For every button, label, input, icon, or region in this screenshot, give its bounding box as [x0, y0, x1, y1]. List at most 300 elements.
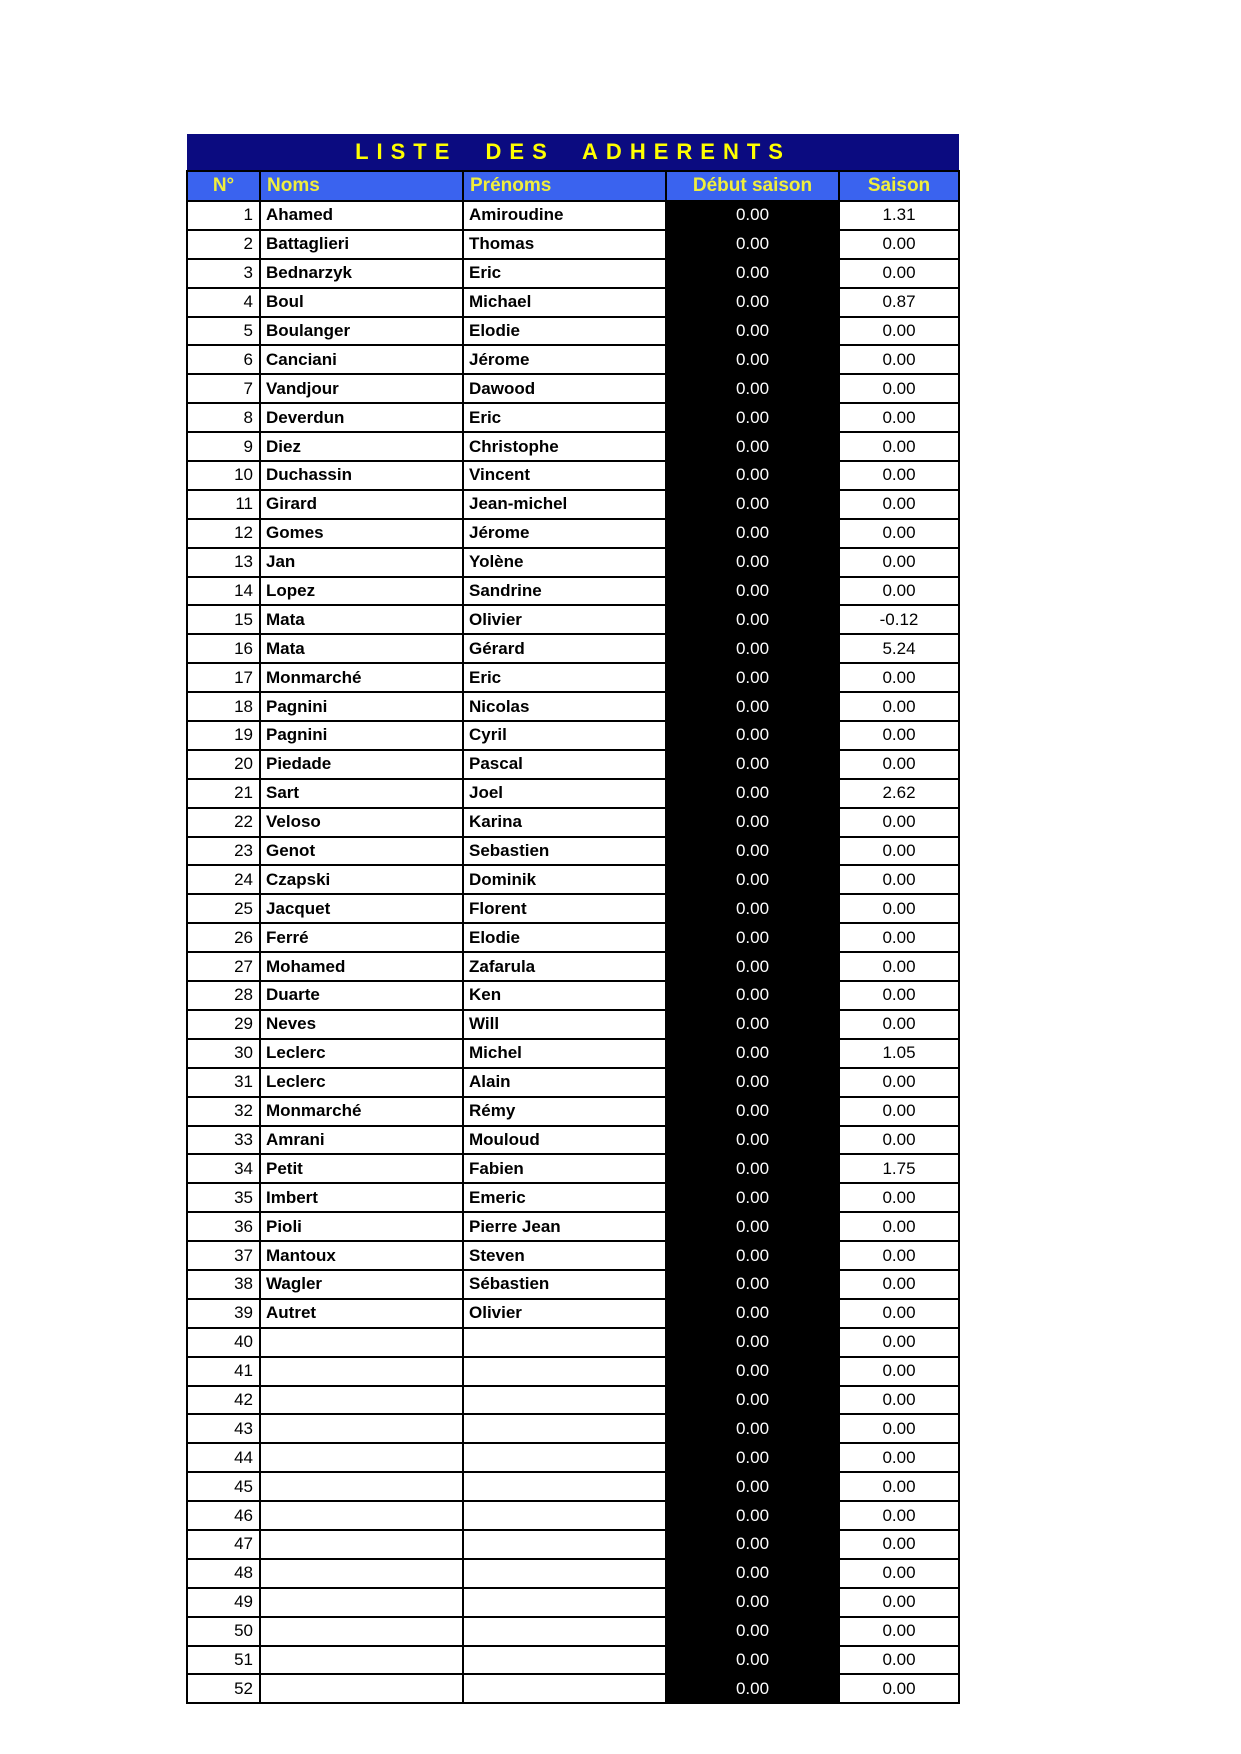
cell-num: 11: [187, 490, 260, 519]
table-row: [187, 837, 959, 866]
cell-saison: 0.00: [839, 345, 959, 374]
table-row: [187, 1068, 959, 1097]
cell-num: 20: [187, 750, 260, 779]
table-row: [187, 548, 959, 577]
cell-debut-saison: 0.00: [666, 865, 839, 894]
cell-nom: Autret: [260, 1299, 463, 1328]
cell-nom: Sart: [260, 779, 463, 808]
cell-prenom: Karina: [463, 808, 666, 837]
cell-prenom: Jérome: [463, 519, 666, 548]
table-row: [187, 259, 959, 288]
cell-saison: 0.00: [839, 894, 959, 923]
cell-prenom: Dominik: [463, 865, 666, 894]
cell-debut-saison: 0.00: [666, 1270, 839, 1299]
cell-debut-saison: 0.00: [666, 1443, 839, 1472]
cell-saison: 0.00: [839, 692, 959, 721]
cell-nom: Jan: [260, 548, 463, 577]
table-row: [187, 1472, 959, 1501]
cell-debut-saison: 0.00: [666, 461, 839, 490]
cell-num: 12: [187, 519, 260, 548]
cell-num: 38: [187, 1270, 260, 1299]
table-row: [187, 808, 959, 837]
cell-num: 41: [187, 1357, 260, 1386]
cell-debut-saison: 0.00: [666, 259, 839, 288]
cell-saison: 0.00: [839, 1328, 959, 1357]
cell-nom: Amrani: [260, 1126, 463, 1155]
cell-prenom: Fabien: [463, 1154, 666, 1183]
cell-nom: [260, 1443, 463, 1472]
cell-num: 40: [187, 1328, 260, 1357]
cell-prenom: Olivier: [463, 1299, 666, 1328]
cell-prenom: Mouloud: [463, 1126, 666, 1155]
cell-prenom: [463, 1674, 666, 1703]
table-row: [187, 1299, 959, 1328]
cell-num: 50: [187, 1617, 260, 1646]
cell-num: 37: [187, 1241, 260, 1270]
cell-num: 24: [187, 865, 260, 894]
table-row: [187, 1270, 959, 1299]
cell-debut-saison: 0.00: [666, 1097, 839, 1126]
table-header-row: [187, 171, 959, 201]
table-row: [187, 345, 959, 374]
cell-num: 27: [187, 952, 260, 981]
table-row: [187, 1328, 959, 1357]
cell-nom: Duchassin: [260, 461, 463, 490]
cell-debut-saison: 0.00: [666, 1617, 839, 1646]
cell-debut-saison: 0.00: [666, 519, 839, 548]
table-row: [187, 374, 959, 403]
cell-prenom: [463, 1328, 666, 1357]
cell-num: 26: [187, 923, 260, 952]
cell-saison: 0.00: [839, 837, 959, 866]
cell-num: 3: [187, 259, 260, 288]
cell-nom: [260, 1357, 463, 1386]
cell-num: 36: [187, 1212, 260, 1241]
cell-debut-saison: 0.00: [666, 403, 839, 432]
cell-saison: 0.00: [839, 1386, 959, 1415]
cell-prenom: Michael: [463, 288, 666, 317]
cell-debut-saison: 0.00: [666, 1386, 839, 1415]
cell-prenom: Michel: [463, 1039, 666, 1068]
cell-debut-saison: 0.00: [666, 1039, 839, 1068]
cell-debut-saison: 0.00: [666, 577, 839, 606]
cell-debut-saison: 0.00: [666, 1241, 839, 1270]
cell-debut-saison: 0.00: [666, 490, 839, 519]
cell-num: 9: [187, 432, 260, 461]
cell-num: 17: [187, 663, 260, 692]
cell-saison: 0.00: [839, 317, 959, 346]
table-row: [187, 1559, 959, 1588]
cell-saison: 0.00: [839, 1588, 959, 1617]
cell-debut-saison: 0.00: [666, 1414, 839, 1443]
cell-num: 28: [187, 981, 260, 1010]
cell-prenom: Florent: [463, 894, 666, 923]
cell-saison: 0.00: [839, 981, 959, 1010]
cell-nom: Lopez: [260, 577, 463, 606]
cell-prenom: [463, 1414, 666, 1443]
cell-debut-saison: 0.00: [666, 374, 839, 403]
cell-nom: Leclerc: [260, 1039, 463, 1068]
table-row: [187, 1241, 959, 1270]
cell-saison: 0.00: [839, 432, 959, 461]
cell-prenom: Yolène: [463, 548, 666, 577]
cell-debut-saison: 0.00: [666, 1357, 839, 1386]
table-row: [187, 1501, 959, 1530]
table-row: [187, 1443, 959, 1472]
cell-saison: 0.00: [839, 1212, 959, 1241]
table-row: [187, 663, 959, 692]
table-row: [187, 461, 959, 490]
cell-debut-saison: 0.00: [666, 721, 839, 750]
cell-saison: 0.00: [839, 663, 959, 692]
cell-saison: 0.00: [839, 1241, 959, 1270]
cell-num: 8: [187, 403, 260, 432]
cell-nom: [260, 1414, 463, 1443]
cell-nom: Battaglieri: [260, 230, 463, 259]
table-row: [187, 1212, 959, 1241]
cell-num: 10: [187, 461, 260, 490]
cell-nom: Deverdun: [260, 403, 463, 432]
table-row: [187, 432, 959, 461]
cell-saison: 0.00: [839, 1646, 959, 1675]
cell-num: 14: [187, 577, 260, 606]
cell-num: 2: [187, 230, 260, 259]
cell-saison: 0.00: [839, 1617, 959, 1646]
cell-prenom: [463, 1588, 666, 1617]
cell-prenom: [463, 1501, 666, 1530]
cell-debut-saison: 0.00: [666, 1328, 839, 1357]
cell-debut-saison: 0.00: [666, 1472, 839, 1501]
cell-prenom: Elodie: [463, 317, 666, 346]
cell-saison: 0.00: [839, 952, 959, 981]
cell-prenom: [463, 1559, 666, 1588]
cell-nom: Monmarché: [260, 663, 463, 692]
cell-saison: 0.87: [839, 288, 959, 317]
cell-nom: [260, 1472, 463, 1501]
table-row: [187, 721, 959, 750]
cell-debut-saison: 0.00: [666, 1212, 839, 1241]
cell-nom: Canciani: [260, 345, 463, 374]
cell-num: 7: [187, 374, 260, 403]
cell-num: 5: [187, 317, 260, 346]
cell-prenom: [463, 1357, 666, 1386]
cell-saison: 0.00: [839, 1501, 959, 1530]
cell-num: 52: [187, 1674, 260, 1703]
cell-prenom: Will: [463, 1010, 666, 1039]
cell-nom: [260, 1559, 463, 1588]
cell-nom: Wagler: [260, 1270, 463, 1299]
cell-debut-saison: 0.00: [666, 230, 839, 259]
table-row: [187, 894, 959, 923]
cell-nom: Pagnini: [260, 721, 463, 750]
cell-saison: 0.00: [839, 1097, 959, 1126]
page-title: LISTE DES ADHERENTS: [187, 134, 959, 171]
table-row: [187, 403, 959, 432]
cell-debut-saison: 0.00: [666, 605, 839, 634]
cell-prenom: Nicolas: [463, 692, 666, 721]
table-row: [187, 1386, 959, 1415]
cell-prenom: Dawood: [463, 374, 666, 403]
table-row: [187, 865, 959, 894]
col-header-num: N°: [187, 171, 260, 201]
cell-prenom: Steven: [463, 1241, 666, 1270]
cell-nom: [260, 1386, 463, 1415]
table-row: [187, 1530, 959, 1559]
table-row: [187, 605, 959, 634]
cell-saison: 0.00: [839, 1414, 959, 1443]
cell-nom: Ferré: [260, 923, 463, 952]
cell-nom: Petit: [260, 1154, 463, 1183]
cell-num: 51: [187, 1646, 260, 1675]
table-row: [187, 1039, 959, 1068]
cell-nom: [260, 1646, 463, 1675]
cell-prenom: Joel: [463, 779, 666, 808]
cell-nom: [260, 1588, 463, 1617]
cell-prenom: Ken: [463, 981, 666, 1010]
cell-num: 6: [187, 345, 260, 374]
table-row: [187, 1414, 959, 1443]
cell-saison: 0.00: [839, 1183, 959, 1212]
cell-debut-saison: 0.00: [666, 808, 839, 837]
table-row: [187, 230, 959, 259]
cell-debut-saison: 0.00: [666, 1154, 839, 1183]
col-header-saison: Saison: [839, 171, 959, 201]
cell-debut-saison: 0.00: [666, 1588, 839, 1617]
table-row: [187, 490, 959, 519]
cell-saison: 5.24: [839, 634, 959, 663]
cell-saison: 0.00: [839, 1559, 959, 1588]
cell-num: 31: [187, 1068, 260, 1097]
cell-num: 32: [187, 1097, 260, 1126]
cell-debut-saison: 0.00: [666, 1126, 839, 1155]
cell-debut-saison: 0.00: [666, 288, 839, 317]
cell-num: 21: [187, 779, 260, 808]
table-row: [187, 750, 959, 779]
cell-nom: Veloso: [260, 808, 463, 837]
table-row: [187, 1183, 959, 1212]
cell-saison: 0.00: [839, 1530, 959, 1559]
cell-nom: Diez: [260, 432, 463, 461]
cell-num: 19: [187, 721, 260, 750]
cell-debut-saison: 0.00: [666, 1559, 839, 1588]
cell-debut-saison: 0.00: [666, 779, 839, 808]
cell-nom: Piedade: [260, 750, 463, 779]
cell-saison: 0.00: [839, 1126, 959, 1155]
cell-saison: 0.00: [839, 548, 959, 577]
cell-prenom: Jean-michel: [463, 490, 666, 519]
cell-prenom: Sebastien: [463, 837, 666, 866]
cell-nom: Gomes: [260, 519, 463, 548]
cell-num: 42: [187, 1386, 260, 1415]
cell-prenom: Elodie: [463, 923, 666, 952]
cell-nom: Ahamed: [260, 201, 463, 230]
cell-debut-saison: 0.00: [666, 1530, 839, 1559]
cell-num: 49: [187, 1588, 260, 1617]
cell-prenom: Amiroudine: [463, 201, 666, 230]
cell-num: 25: [187, 894, 260, 923]
cell-num: 33: [187, 1126, 260, 1155]
cell-saison: 0.00: [839, 230, 959, 259]
cell-prenom: Rémy: [463, 1097, 666, 1126]
table-row: [187, 1588, 959, 1617]
cell-debut-saison: 0.00: [666, 634, 839, 663]
cell-prenom: [463, 1646, 666, 1675]
cell-prenom: [463, 1472, 666, 1501]
cell-nom: Mantoux: [260, 1241, 463, 1270]
cell-nom: Monmarché: [260, 1097, 463, 1126]
col-header-prenoms: Prénoms: [463, 171, 666, 201]
table-row: [187, 1126, 959, 1155]
cell-debut-saison: 0.00: [666, 317, 839, 346]
table-row: [187, 1674, 959, 1703]
cell-prenom: Alain: [463, 1068, 666, 1097]
table-row: [187, 317, 959, 346]
cell-nom: [260, 1501, 463, 1530]
cell-debut-saison: 0.00: [666, 923, 839, 952]
cell-debut-saison: 0.00: [666, 1183, 839, 1212]
cell-saison: 0.00: [839, 490, 959, 519]
cell-nom: Mata: [260, 634, 463, 663]
cell-num: 15: [187, 605, 260, 634]
cell-saison: 0.00: [839, 750, 959, 779]
cell-saison: 0.00: [839, 1472, 959, 1501]
table-row: [187, 519, 959, 548]
cell-saison: 0.00: [839, 374, 959, 403]
adherents-table: [186, 134, 960, 1704]
cell-saison: 2.62: [839, 779, 959, 808]
cell-nom: Mata: [260, 605, 463, 634]
table-row: [187, 1617, 959, 1646]
cell-prenom: [463, 1617, 666, 1646]
cell-num: 23: [187, 837, 260, 866]
cell-nom: Leclerc: [260, 1068, 463, 1097]
cell-num: 48: [187, 1559, 260, 1588]
cell-num: 30: [187, 1039, 260, 1068]
cell-prenom: [463, 1530, 666, 1559]
cell-nom: [260, 1674, 463, 1703]
cell-saison: 0.00: [839, 1443, 959, 1472]
cell-saison: 0.00: [839, 923, 959, 952]
table-row: [187, 692, 959, 721]
cell-num: 22: [187, 808, 260, 837]
cell-saison: 0.00: [839, 1357, 959, 1386]
cell-debut-saison: 0.00: [666, 1501, 839, 1530]
cell-nom: Imbert: [260, 1183, 463, 1212]
cell-saison: 0.00: [839, 259, 959, 288]
cell-prenom: Thomas: [463, 230, 666, 259]
cell-saison: 0.00: [839, 1299, 959, 1328]
cell-saison: 0.00: [839, 808, 959, 837]
cell-nom: [260, 1617, 463, 1646]
cell-saison: 0.00: [839, 865, 959, 894]
table-row: [187, 634, 959, 663]
table-row: [187, 1646, 959, 1675]
cell-nom: [260, 1328, 463, 1357]
cell-nom: Jacquet: [260, 894, 463, 923]
cell-prenom: Eric: [463, 259, 666, 288]
table-row: [187, 1097, 959, 1126]
cell-debut-saison: 0.00: [666, 1010, 839, 1039]
cell-num: 46: [187, 1501, 260, 1530]
cell-prenom: Sébastien: [463, 1270, 666, 1299]
cell-saison: 0.00: [839, 577, 959, 606]
cell-saison: 0.00: [839, 1010, 959, 1039]
cell-debut-saison: 0.00: [666, 663, 839, 692]
cell-prenom: Olivier: [463, 605, 666, 634]
table-row: [187, 981, 959, 1010]
cell-num: 44: [187, 1443, 260, 1472]
cell-saison: 0.00: [839, 1270, 959, 1299]
cell-saison: 1.31: [839, 201, 959, 230]
cell-nom: Vandjour: [260, 374, 463, 403]
table-row: [187, 1010, 959, 1039]
cell-nom: Pioli: [260, 1212, 463, 1241]
cell-num: 13: [187, 548, 260, 577]
table-row: [187, 1357, 959, 1386]
cell-debut-saison: 0.00: [666, 894, 839, 923]
cell-debut-saison: 0.00: [666, 692, 839, 721]
cell-nom: Bednarzyk: [260, 259, 463, 288]
cell-saison: 0.00: [839, 519, 959, 548]
cell-debut-saison: 0.00: [666, 952, 839, 981]
cell-nom: Boulanger: [260, 317, 463, 346]
table-row: [187, 201, 959, 230]
cell-nom: Czapski: [260, 865, 463, 894]
table-row: [187, 288, 959, 317]
cell-nom: Mohamed: [260, 952, 463, 981]
cell-debut-saison: 0.00: [666, 750, 839, 779]
cell-num: 45: [187, 1472, 260, 1501]
cell-debut-saison: 0.00: [666, 345, 839, 374]
cell-prenom: Zafarula: [463, 952, 666, 981]
cell-num: 34: [187, 1154, 260, 1183]
cell-num: 39: [187, 1299, 260, 1328]
cell-saison: 1.75: [839, 1154, 959, 1183]
cell-num: 4: [187, 288, 260, 317]
cell-num: 47: [187, 1530, 260, 1559]
cell-prenom: Christophe: [463, 432, 666, 461]
cell-debut-saison: 0.00: [666, 1646, 839, 1675]
table-row: [187, 577, 959, 606]
cell-num: 1: [187, 201, 260, 230]
cell-debut-saison: 0.00: [666, 1674, 839, 1703]
cell-prenom: Cyril: [463, 721, 666, 750]
cell-debut-saison: 0.00: [666, 432, 839, 461]
cell-prenom: Pascal: [463, 750, 666, 779]
cell-num: 29: [187, 1010, 260, 1039]
cell-num: 16: [187, 634, 260, 663]
cell-saison: -0.12: [839, 605, 959, 634]
col-header-debut-saison: Début saison: [666, 171, 839, 201]
cell-nom: Girard: [260, 490, 463, 519]
cell-saison: 0.00: [839, 461, 959, 490]
cell-debut-saison: 0.00: [666, 837, 839, 866]
cell-prenom: Eric: [463, 403, 666, 432]
cell-num: 35: [187, 1183, 260, 1212]
cell-saison: 1.05: [839, 1039, 959, 1068]
cell-saison: 0.00: [839, 1674, 959, 1703]
table-row: [187, 923, 959, 952]
cell-saison: 0.00: [839, 1068, 959, 1097]
col-header-noms: Noms: [260, 171, 463, 201]
cell-nom: Genot: [260, 837, 463, 866]
cell-nom: Neves: [260, 1010, 463, 1039]
cell-debut-saison: 0.00: [666, 548, 839, 577]
cell-prenom: [463, 1443, 666, 1472]
cell-debut-saison: 0.00: [666, 1299, 839, 1328]
cell-prenom: Eric: [463, 663, 666, 692]
cell-nom: Pagnini: [260, 692, 463, 721]
